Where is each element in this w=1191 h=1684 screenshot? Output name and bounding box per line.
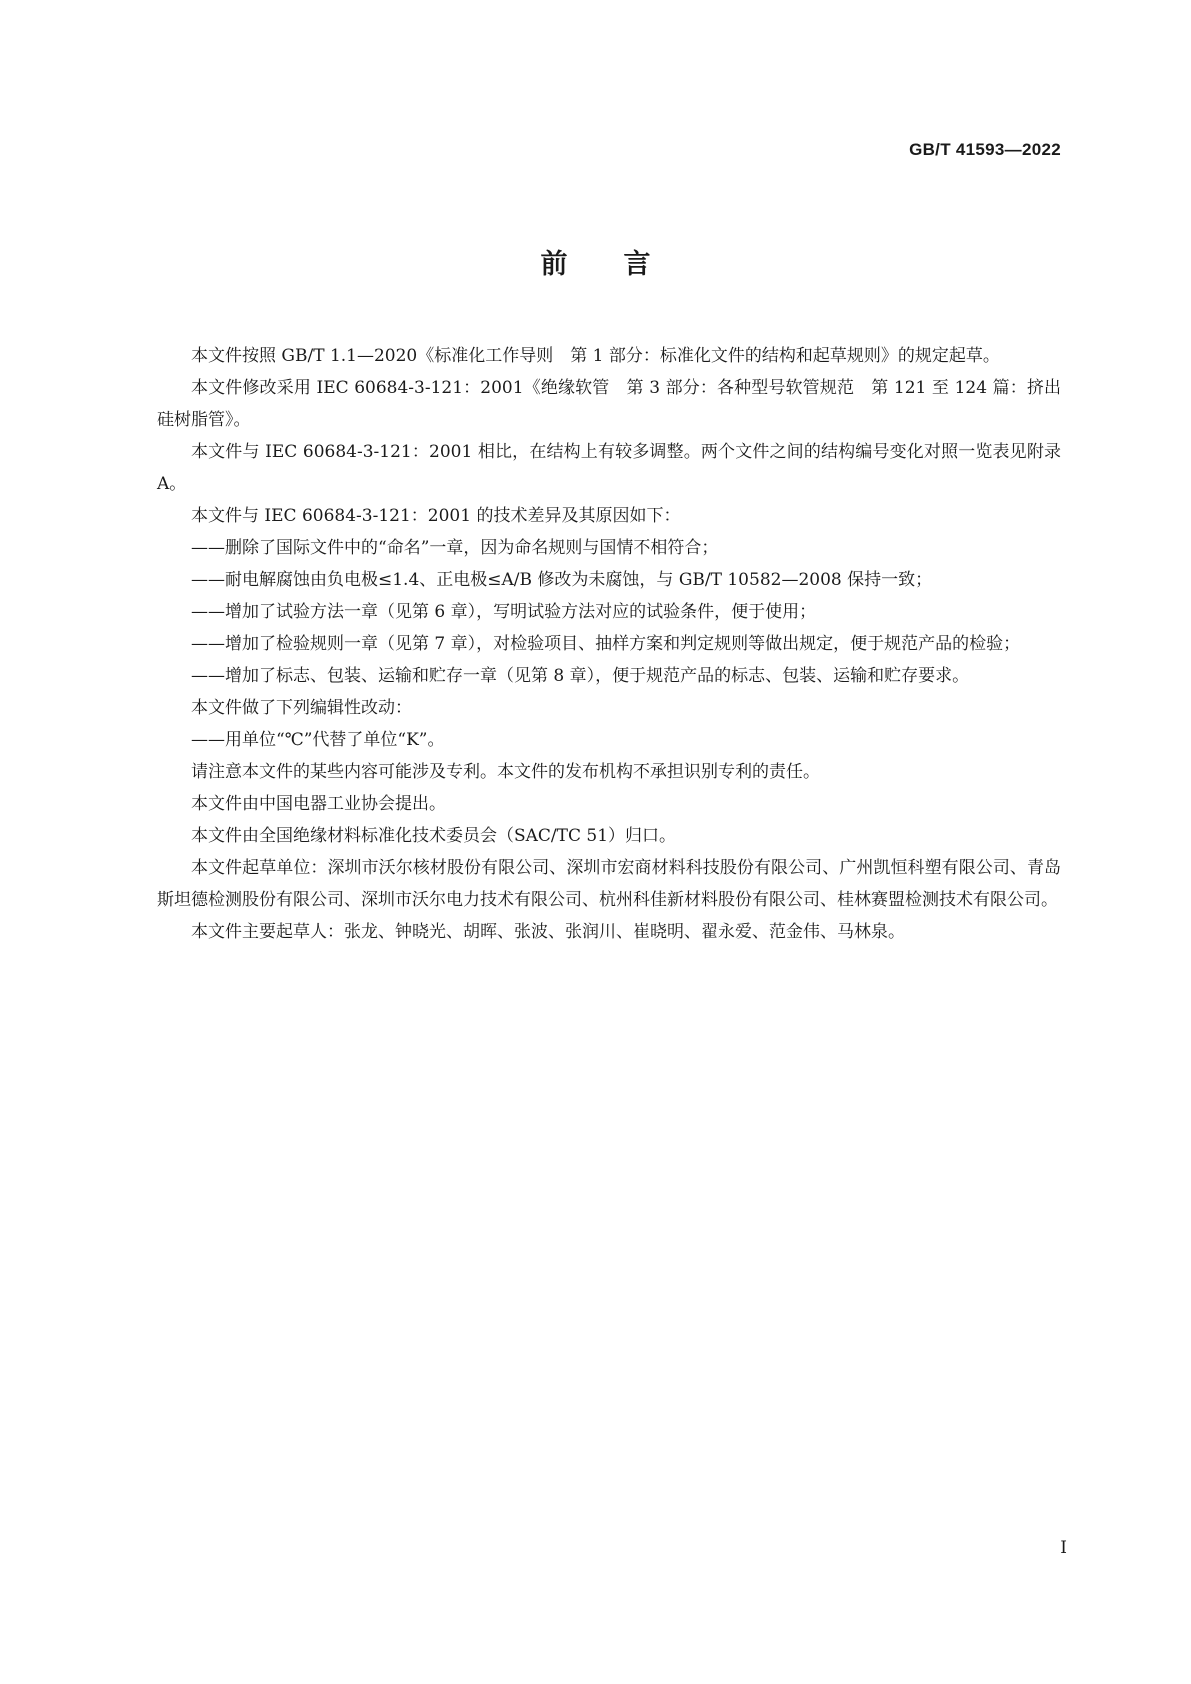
difference-item: ——增加了检验规则一章（见第 7 章），对检验项目、抽样方案和判定规则等做出规定，便于规范产品的检验； [191,634,1021,654]
paragraph-patent-notice: 请注意本文件的某些内容可能涉及专利。本文件的发布机构不承担识别专利的责任。 [191,762,820,782]
paragraph-technical-differences-intro: 本文件与 IEC 60684-3-121：2001 的技术差异及其原因如下： [191,506,681,526]
paragraph-main-drafters: 本文件主要起草人：张龙、钟晓光、胡晖、张波、张润川、崔晓明、翟永爱、范金伟、马林泉。 [191,922,905,942]
page-title: 前言 [540,249,707,280]
editorial-change-item: ——用单位“℃”代替了单位“K”。 [191,730,445,750]
paragraph-drafting-rules: 本文件按照 GB/T 1.1—2020《标准化工作导则 第 1 部分：标准化文件的结构和起草规则》的规定起草。 [191,346,1000,366]
paragraph-structure-changes: 本文件与 IEC 60684-3-121：2001 相比，在结构上有较多调整。两个文件之间的结构编号变化对照一览表见附录 A。 [157,442,1061,494]
difference-item: ——增加了标志、包装、运输和贮存一章（见第 8 章），便于规范产品的标志、包装、运输和贮存要求。 [191,666,970,686]
paragraph-proposed-by: 本文件由中国电器工业协会提出。 [191,794,446,814]
standard-number: GB/T 41593—2022 [909,140,1061,159]
difference-item: ——删除了国际文件中的“命名”一章，因为命名规则与国情不相符合； [191,538,719,558]
difference-item: ——耐电解腐蚀由负电极≤1.4、正电极≤A/B 修改为未腐蚀，与 GB/T 10582—2008 保持一致； [191,570,933,590]
paragraph-drafting-organizations: 本文件起草单位：深圳市沃尔核材股份有限公司、深圳市宏商材料科技股份有限公司、广州凯恒科塑有限公司、青岛斯坦德检测股份有限公司、深圳市沃尔电力技术有限公司、杭州科佳新材料股份有限公司、桂林赛盟检测技术有限公司。 [157,858,1061,910]
foreword-body [157,340,1061,948]
paragraph-centralized-by: 本文件由全国绝缘材料标准化技术委员会（SAC/TC 51）归口。 [191,826,677,846]
difference-item: ——增加了试验方法一章（见第 6 章），写明试验方法对应的试验条件，便于使用； [191,602,817,622]
paragraph-adoption: 本文件修改采用 IEC 60684-3-121：2001《绝缘软管 第 3 部分：各种型号软管规范 第 121 至 124 篇：挤出硅树脂管》。 [157,378,1061,430]
page-number: I [1060,1538,1067,1558]
paragraph-editorial-intro: 本文件做了下列编辑性改动： [191,698,412,718]
